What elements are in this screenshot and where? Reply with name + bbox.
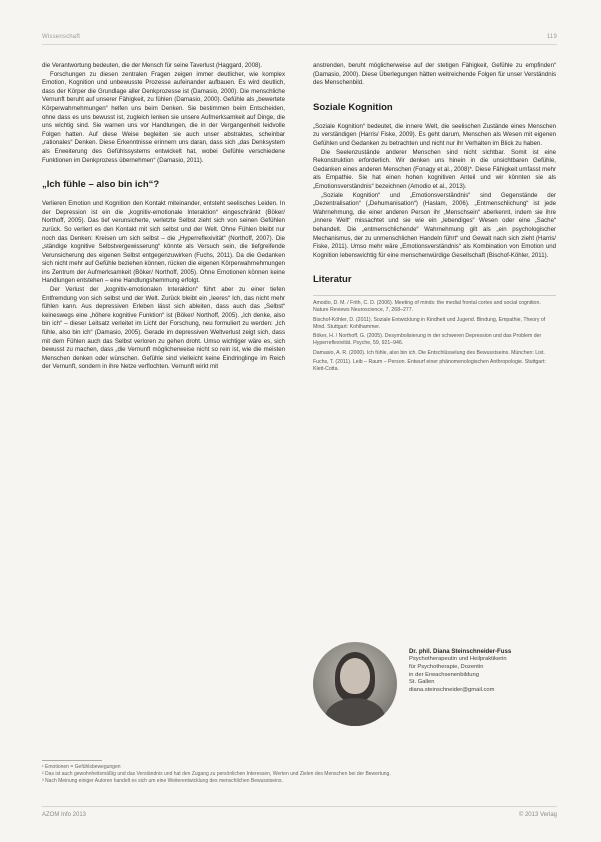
section-heading: „Ich fühle – also bin ich“?: [42, 179, 160, 191]
author-email: diana.steinschneider@gmail.com: [409, 686, 495, 693]
body-paragraph: die Verantwortung bedeuten, die der Mensch für seine Taverlust (Haggard, 2008).: [42, 62, 263, 69]
author-line: in der Erwachsenenbildung: [409, 671, 479, 678]
author-name: Dr. phil. Diana Steinschneider-Fuss: [409, 648, 512, 655]
footnote: ² Das ist auch gewohnheitsmäßig und das Verständnis und hat den Zugang zu persönlichen Interessen, Werten und Zielen des Menschen bei der Bewertung.: [42, 771, 391, 777]
literature-divider: [313, 295, 556, 296]
footnote: ¹ Emotionen = Gefühlsbewegungen: [42, 764, 121, 770]
header-divider: [42, 44, 557, 45]
footer-journal: AZOM Info 2013: [42, 812, 87, 818]
author-info: [409, 648, 559, 694]
author-line: für Psychotherapie, Dozentin: [409, 664, 484, 670]
left-column: [42, 62, 285, 372]
body-paragraph: „Soziale Kognition“ bedeutet, die innere Welt, die seelischen Zustände eines Menschen zu verständigen (Harris/ Fiske, 2009). Es geht darum, Menschen als Wesen mit eigenen Gefühlen und Gedanken zu betrachten und nicht nur ihr Verhalten im Blick zu haben.: [313, 122, 556, 147]
right-column: [313, 62, 556, 375]
body-paragraph: „Soziale Kognition“ und „Emotionsverständnis“ sind Gegenstände der „Dezentralisation“ („Dehumanisation“) (Haslam, 2006). „Entmenschlichung“ ist jede Wahrnehmung, die einer anderen Person ihr „Menschsein“ aberkennt, indem sie ihre „innere Welt“ missachtet und sie wie ein „lebendiges“ Wesen oder eine „Sache“ behandelt. Die „entmenschlichende“ Wahrnehmung gilt als „ein psychologischer Mechanismus, der zu unmenschlichen Handeln führt“ und Gewalt nach sich zieht (Harris/ Fiske, 2011). Umso mehr wäre „Emotionsverständnis“ als Kombination von Emotion und Kognition lebenswichtig für eine menschenwürdige Gesellschaft (Bischof-Köhler, 2011).: [313, 191, 556, 259]
running-header-page-number: 119: [546, 34, 557, 40]
author-line: St. Gallen: [409, 679, 435, 686]
body-paragraph: Der Verlust der „kognitiv-emotionalen Interaktion“ führt aber zu einer tiefen Entfremdung von sich selbst und der Welt. Zurück bleibt ein „leeres“ Ich, das nicht mehr fühlen kann. Aus depressiven Erleben lässt sich ableiten, dass auch das „Selbst“ keineswegs eine „höhere kognitive Funktion“ ist (Böker/ Northoff, 2005). „Ich denke, also bin ich“ – dieser Leitsatz verleitet im Licht der Forschung, neu formuliert zu werden: „Ich fühle, also bin ich“ (Damasio, 2005). Gerade im depressiven Weltverlust zeigt sich, dass mit dem Fühlen auch das Selbst verloren zu gehen droht. Umso wichtiger wäre es, sich bewusst zu machen, dass „die Vernunft möglicherweise nicht so rein ist, wie die meisten Menschen denken oder wünschen. Gefühle sind vielleicht keine Eindringlinge im Reich der Vernunft, sondern in ihre Netze verflochten. Vernunft wirkt mit: [42, 286, 285, 371]
footer-divider: [42, 806, 557, 807]
reference-entry: Bischof-Köhler, D. (2011). Soziale Entwicklung in Kindheit und Jugend. Bindung, Empathie, Theory of Mind. Stuttgart: Kohlhammer.: [313, 316, 546, 330]
reference-entry: Fuchs, T. (2011). Leib – Raum – Person. Entwurf einer phänomenologischen Anthropologie. Stuttgart: Klett-Cotta.: [313, 358, 546, 372]
section-heading: Soziale Kognition: [313, 101, 393, 113]
section-heading: Literatur: [313, 274, 352, 286]
reference-entry: Amodio, D. M. / Frith, C. D. (2006). Meeting of minds: the medial frontal cortex and social cognition. Nature Reviews Neuroscience, 7, 268–277.: [313, 300, 541, 314]
author-line: Psychotherapeutin und Heilpraktikerin: [409, 656, 507, 663]
body-paragraph: anstrenden, beruht möglicherweise auf der stetigen Fähigkeit, Gefühle zu empfinden“ (Damasio, 2000). Diese Überlegungen hätten weitreichende Folgen für unser Verständnis des Menschenbild.: [313, 62, 556, 87]
running-header-section: Wissenschaft: [42, 34, 81, 40]
body-paragraph: Forschungen zu diesen zentralen Fragen zeigen immer deutlicher, wie komplex Emotion, Kognition und unbewusste Prozesse aufeinander aufbauen. Es wird deutlich, dass der Körper die Grundlage aller Denkprozesse ist (Damasio, 2000). Die menschliche Vernunft beruht auf unserer Fähigkeit, zu fühlen (Damasio, 2000). Gefühle als „bewertete Körperwahrnehmungen“ helfen uns beim Denken. Sie bestimmen beim Entscheiden, ohne dass es uns bewusst ist, zugleich lenken sie unsere Aufmerksamkeit auf Dinge, die uns wichtig sind. Sie warnen uns vor Handlungen, die in der Vergangenheit leidvolle Folgen hatten. Auf diese Weise begleiten sie auch unser abstraktes, scheinbar „rationales“ Denken. Diese Erkenntnisse erinnern uns daran, dass sich „das Denksystem als Erweiterung des Gefühlssystems entwickelt hat, wobei Gefühle verschiedene Funktionen im Denkprozess übernehmen“ (Damasio, 2011).: [42, 70, 285, 164]
reference-entry: Böker, H. / Northoff, G. (2005). Desymbolisierung in der schweren Depression und das Problem der Hyperreflexivität. Psyche, 59, 921–946.: [313, 333, 542, 347]
reference-entry: Damasio, A. R. (2000). Ich fühle, also bin ich. Die Entschlüsselung des Bewusstseins. München: List.: [313, 349, 545, 356]
footer-copyright: © 2013 Verlag: [518, 812, 557, 818]
author-box: [313, 642, 556, 730]
body-paragraph: Verlieren Emotion und Kognition den Kontakt miteinander, entsteht seelisches Leiden. In der Depression ist ein die „kognitiv-emotionale Interaktion“ eingeschränkt (Böker/ Northoff, 2005). Das tief verunsicherte, verletzte Selbst zieht sich von seinen Gefühlen zurück. So verliert es den Kontakt mit sich selbst und der Welt. Ohne Fühlen bleibt nur noch das Denken: Kreisen um sich selbst – die „Hyperreflexivität“ (Northoff, 2007). Die „ständige kognitive Selbstvergewisserung“ könnte als Versuch sein, die tiefgreifende Verunsicherung des eigenen Selbst entgegenzuwirken (Fuchs, 2011). Da die Gedanken sich nicht mehr auf Gefühle beziehen können, rücken die eigenen Körperwahrnehmungen ins Zentrum der Aufmerksamkeit (Böker/ Northoff, 2005). Ohne Emotionen können keine Handlungen entstehen – eine Handlungshemmung erfolgt.: [42, 200, 285, 285]
body-paragraph: Die Seelenzustände anderer Menschen sind nicht sichtbar. Somit ist eine Rekonstruktion erforderlich. Wir denken uns hinein in die unsichtbaren Gefühle, Gedanken eines anderen Menschen (Fonagy et al., 2008)*. Diese Fähigkeit umfasst mehr als Empathie. Sie hat einen hohen kognitiven Anteil und wir könnten sie als „Emotionsverständnis“ bezeichnen (Amodio et al., 2013).: [313, 148, 556, 190]
author-photo: [313, 642, 397, 726]
footnote: ³ Nach Meinung einiger Autoren handelt es sich um eine Weiterentwicklung des menschlichen Bewusstseins.: [42, 778, 283, 784]
footnote-divider: [42, 760, 102, 761]
